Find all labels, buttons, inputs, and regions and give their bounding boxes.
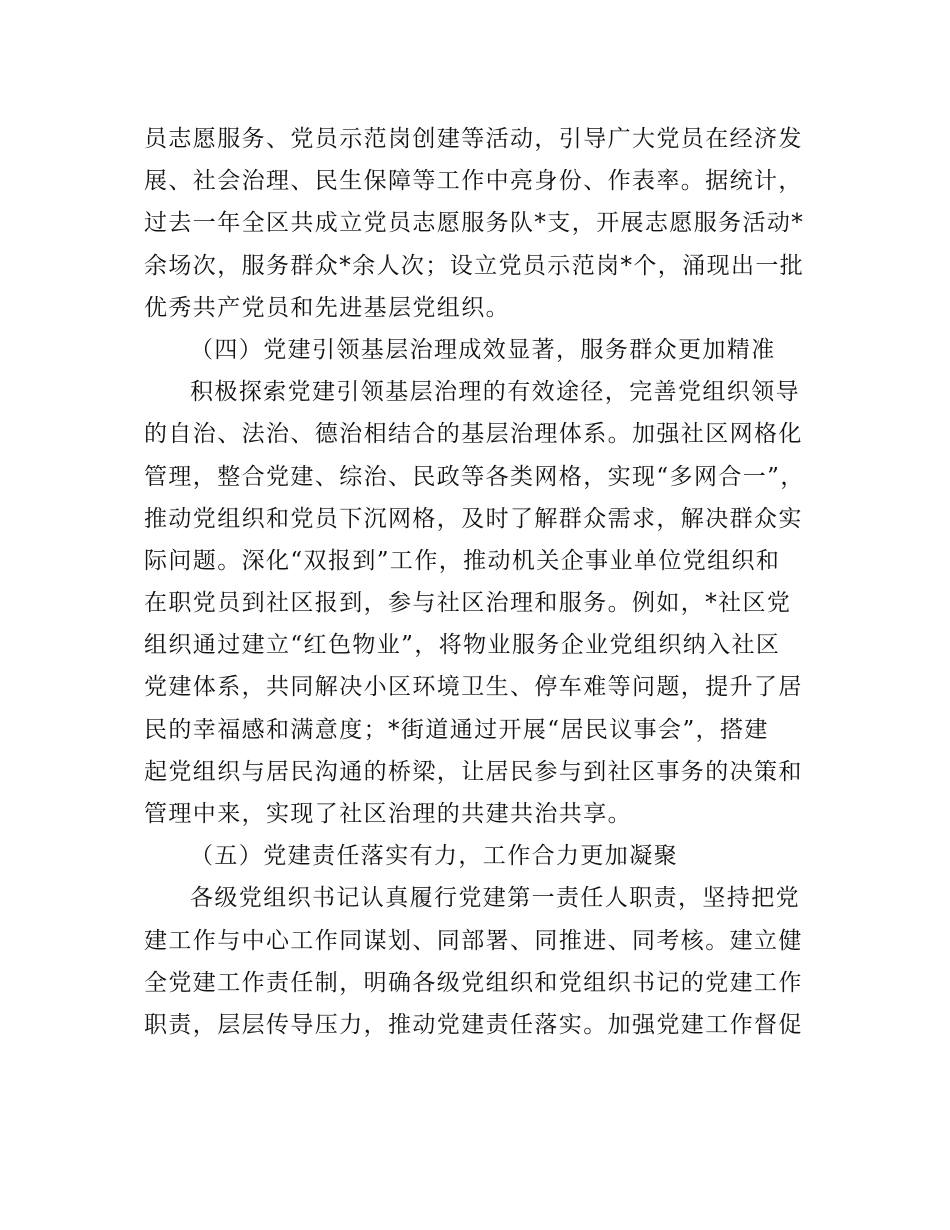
- paragraph-line: 积极探索党建引领基层治理的有效途径，完善党组织领导: [190, 379, 800, 406]
- paragraph-line: 际问题。深化“双报到”工作，推动机关企事业单位党组织和: [144, 547, 781, 574]
- paragraph-line: 各级党组织书记认真履行党建第一责任人职责，坚持把党: [190, 885, 800, 912]
- paragraph-line: 全党建工作责任制，明确各级党组织和党组织书记的党建工作: [144, 969, 803, 996]
- paragraph-line: 组织通过建立“红色物业”，将物业服务企业党组织纳入社区: [144, 632, 781, 659]
- paragraph-line: 优秀共产党员和先进基层党组织。: [144, 294, 510, 321]
- paragraph-line: 推动党组织和党员下沉网格，及时了解群众需求，解决群众实: [144, 505, 803, 532]
- paragraph-line: 起党组织与居民沟通的桥梁，让居民参与到社区事务的决策和: [144, 758, 803, 785]
- document-body: [144, 118, 820, 1046]
- paragraph-line: 民的幸福感和满意度；*街道通过开展“居民议事会”，搭建: [144, 716, 769, 743]
- paragraph-line: 党建体系，共同解决小区环境卫生、停车难等问题，提升了居: [144, 674, 803, 701]
- paragraph-line: 过去一年全区共成立党员志愿服务队*支，开展志愿服务活动*: [144, 210, 805, 237]
- paragraph-line: 在职党员到社区报到，参与社区治理和服务。例如，*社区党: [144, 590, 792, 617]
- paragraph-line: 职责，层层传导压力，推动党建责任落实。加强党建工作督促: [144, 1011, 803, 1038]
- paragraph-line: 展、社会治理、民生保障等工作中亮身份、作表率。据统计，: [144, 168, 803, 195]
- section-heading-4: （四）党建引领基层治理成效显著，服务群众更加精准: [190, 336, 776, 363]
- paragraph-line: 建工作与中心工作同谋划、同部署、同推进、同考核。建立健: [144, 927, 803, 954]
- paragraph-line: 管理，整合党建、综治、民政等各类网格，实现“多网合一”，: [144, 463, 805, 490]
- section-heading-5: （五）党建责任落实有力，工作合力更加凝聚: [190, 843, 678, 870]
- paragraph-line: 员志愿服务、党员示范岗创建等活动，引导广大党员在经济发: [144, 126, 803, 152]
- paragraph-line: 的自治、法治、德治相结合的基层治理体系。加强社区网格化: [144, 421, 803, 448]
- paragraph-line: 余场次，服务群众*余人次；设立党员示范岗*个，涌现出一批: [144, 252, 805, 279]
- paragraph-line: 管理中来，实现了社区治理的共建共治共享。: [144, 801, 632, 827]
